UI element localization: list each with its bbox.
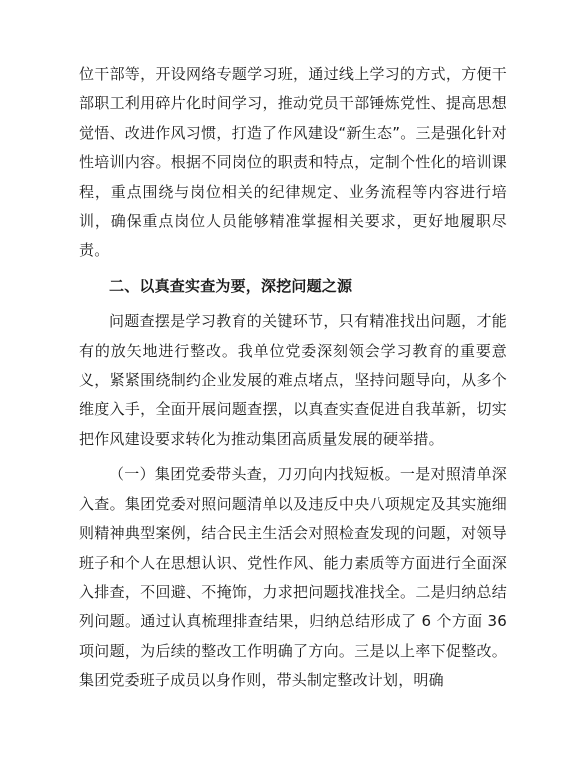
body-paragraph-3: （一）集团党委带头查，刀刃向内找短板。一是对照清单深入查。集团党委对照问题清单以及违反中央八项规定及其实施细则精神典型案例，结合民主生活会对照检查发现的问题，对领导班子和个人在思想认识、党性作风、能力素质等方面进行全面深入排查，不回避、不掩饰，力求把问题找准找全。二是归纳总结列问题。通过认真梳理排查结果，归纳总结形成了 6 个方面 36 项问题，为后续的整改工作明确了方向。三是以上率下促整改。集团党委班子成员以身作则，带头制定整改计划，明确 [79, 465, 507, 690]
body-paragraph-1: 位干部等，开设网络专题学习班，通过线上学习的方式，方便干部职工利用碎片化时间学习，推动党员干部锤炼党性、提高思想觉悟、改进作风习惯，打造了作风建设“新生态”。三是强化针对性培训内容。根据不同岗位的职责和特点，定制个性化的培训课程，重点围绕与岗位相关的纪律规定、业务流程等内容进行培训，确保重点岗位人员能够精准掌握相关要求，更好地履职尽责。 [79, 65, 507, 260]
document-body [79, 60, 507, 696]
body-paragraph-2: 问题查摆是学习教育的关键环节，只有精准找出问题，才能有的放矢地进行整改。我单位党委深刻领会学习教育的重要意义，紧紧围绕制约企业发展的难点堵点，坚持问题导向，从多个维度入手，全面开展问题查摆，以真查实查促进自我革新，切实把作风建设要求转化为推动集团高质量发展的硬举措。 [79, 312, 507, 448]
section-heading: 二、以真查实查为要，深挖问题之源 [109, 276, 353, 295]
